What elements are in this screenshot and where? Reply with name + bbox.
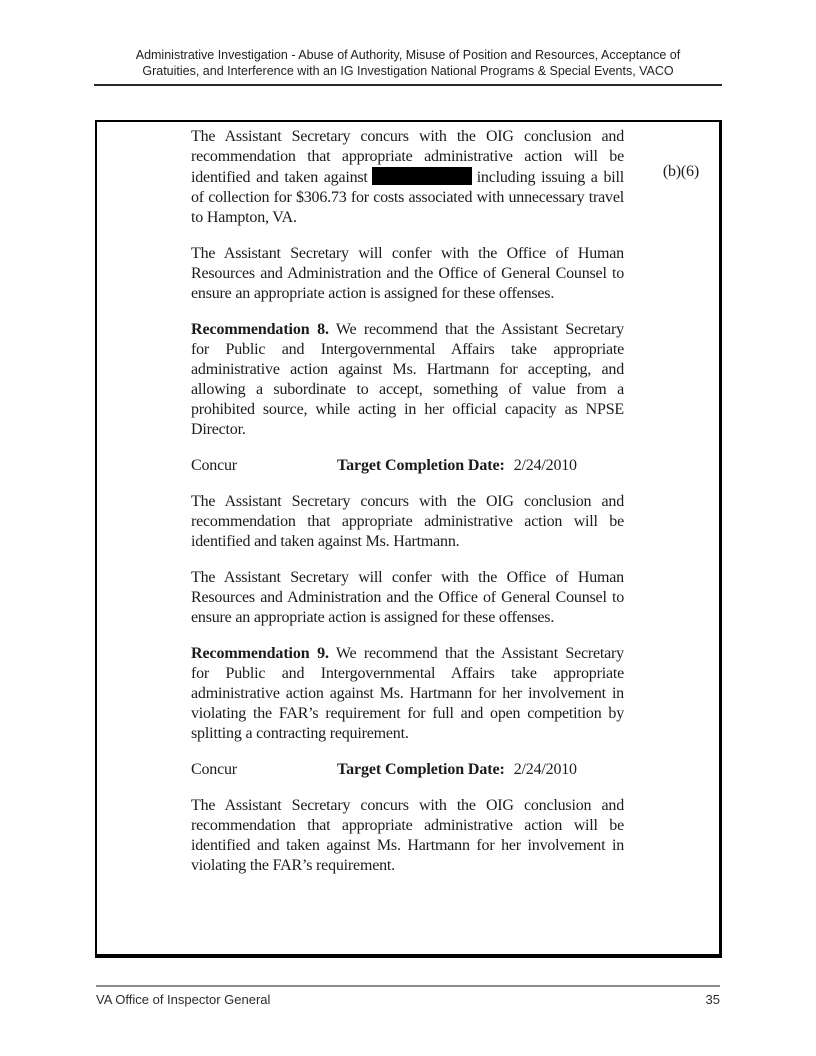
concur-row-8 xyxy=(191,456,624,476)
recommendation-8-text: We recommend that the Assistant Secretary for Public and Intergovernmental Affairs take appropriate administrative action against Ms. Hartmann for accepting, and allowing a subordinate to accept, something of value from a prohibited source, while acting in her official capacity as NPSE Director. xyxy=(191,321,624,438)
paragraph-recommendation-8 xyxy=(191,320,624,440)
paragraph-text: The Assistant Secretary concurs with the OIG conclusion and recommendation that appropriate administrative action will be identified and taken against xyxy=(191,128,624,186)
concur-status: Concur xyxy=(191,457,237,474)
recommendation-9-label: Recommendation 9. xyxy=(191,645,329,662)
recommendation-9-text: We recommend that the Assistant Secretary for Public and Intergovernmental Affairs take appropriate administrative action against Ms. Hartmann for her involvement in violating the FAR’s requirement for full and open competition by splitting a contracting requirement. xyxy=(191,645,624,742)
target-completion-date: 2/24/2010 xyxy=(513,457,577,474)
paragraph-text: including issuing a bill of collection for $306.73 for costs associated with unnecessary travel to Hampton, VA. xyxy=(191,169,624,226)
target-completion-label: Target Completion Date: xyxy=(337,457,505,474)
header-line-2: Gratuities, and Interference with an IG Investigation National Programs & Special Events, VACO xyxy=(142,63,674,78)
paragraph-confer-2: The Assistant Secretary will confer with the Office of Human Resources and Administration and the Office of General Counsel to ensure an appropriate action is assigned for these offenses. xyxy=(191,569,624,626)
paragraph-recommendation-9 xyxy=(191,644,624,744)
concur-status: Concur xyxy=(191,761,237,778)
concur-row-9 xyxy=(191,760,624,780)
page-number: 35 xyxy=(705,992,720,1007)
footer-rule xyxy=(96,985,720,987)
recommendation-8-label: Recommendation 8. xyxy=(191,321,329,338)
paragraph-concur-response-3: The Assistant Secretary concurs with the OIG conclusion and recommendation that appropriate administrative action will be identified and taken against Ms. Hartmann for her involvement in violating the FAR’s requirement. xyxy=(191,797,624,874)
target-completion-label: Target Completion Date: xyxy=(337,761,505,778)
header-line-1: Administrative Investigation - Abuse of Authority, Misuse of Position and Resources, Acceptance of xyxy=(135,48,681,62)
page-header xyxy=(94,48,722,86)
redaction-box xyxy=(372,167,472,185)
target-completion-date: 2/24/2010 xyxy=(513,761,577,778)
paragraph-concur-response-2: The Assistant Secretary concurs with the OIG conclusion and recommendation that appropriate administrative action will be identified and taken against Ms. Hartmann. xyxy=(191,493,624,550)
footer-organization: VA Office of Inspector General xyxy=(96,992,271,1007)
paragraph-confer-1: The Assistant Secretary will confer with the Office of Human Resources and Administration and the Office of General Counsel to ensure an appropriate action is assigned for these offenses. xyxy=(191,245,624,302)
text-column xyxy=(191,127,624,876)
content-box xyxy=(95,120,722,958)
foia-exemption-annotation: (b)(6) xyxy=(662,163,699,180)
page-footer xyxy=(96,992,720,1007)
paragraph-concur-response-1 xyxy=(191,127,624,228)
